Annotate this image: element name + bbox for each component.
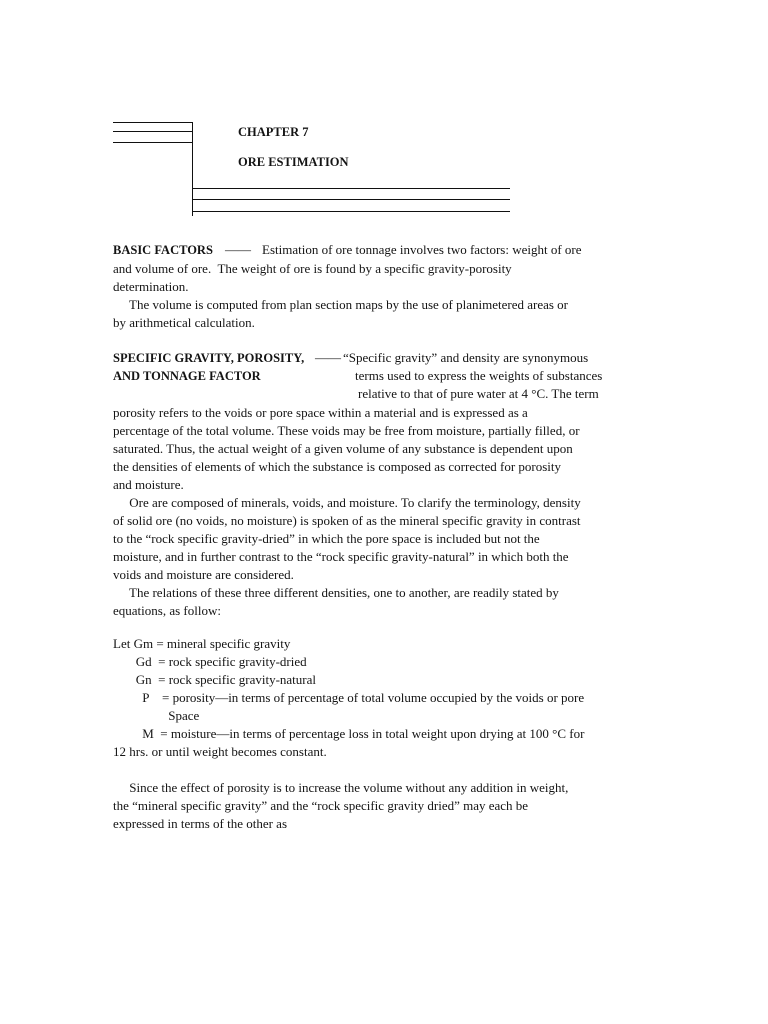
heading-rule-right-2: [192, 199, 510, 200]
chapter-number: CHAPTER 7: [238, 125, 309, 139]
basic-factors-body: [113, 260, 653, 332]
basic-factors-line-3: determination.: [113, 279, 189, 294]
definition-gd: Gd = rock specific gravity-dried: [113, 654, 307, 669]
basic-factors-line-4: The volume is computed from plan section maps by the use of planimetered areas or: [113, 297, 568, 312]
heading-rule-right-1: [192, 188, 510, 189]
sg-line-8: to the “rock specific gravity-dried” in which the pore space is included but not the: [113, 531, 540, 546]
basic-factors-dash: ——: [225, 242, 251, 257]
specific-gravity-side-line-1: “Specific gravity” and density are synonymous: [343, 350, 589, 365]
closing-paragraph: [113, 779, 653, 833]
sg-line-2: percentage of the total volume. These voids may be free from moisture, partially filled, or: [113, 423, 580, 438]
specific-gravity-dash: ——: [315, 350, 341, 365]
chapter-title: ORE ESTIMATION: [238, 155, 349, 169]
basic-factors-line-2: and volume of ore. The weight of ore is found by a specific gravity-porosity: [113, 261, 512, 276]
closing-line-3: expressed in terms of the other as: [113, 816, 288, 831]
sg-line-4: the densities of elements of which the substance is composed as corrected for porosity: [113, 459, 562, 474]
heading-rule-left-3: [113, 142, 193, 143]
definition-gn: Gn = rock specific gravity-natural: [113, 672, 316, 687]
definition-m-cont: 12 hrs. or until weight becomes constant.: [113, 744, 327, 759]
specific-gravity-heading-2: AND TONNAGE FACTOR: [113, 369, 261, 383]
heading-rule-right-3: [192, 211, 510, 212]
sg-line-5: and moisture.: [113, 477, 184, 492]
sg-line-3: saturated. Thus, the actual weight of a given volume of any substance is dependent upon: [113, 441, 573, 456]
sg-line-12: equations, as follow:: [113, 603, 221, 618]
sg-line-9: moisture, and in further contrast to the “rock specific gravity-natural” in which both the: [113, 549, 569, 564]
sg-line-6: Ore are composed of minerals, voids, and moisture. To clarify the terminology, density: [113, 495, 581, 510]
basic-factors-line-5: by arithmetical calculation.: [113, 315, 255, 330]
specific-gravity-side-line-2: terms used to express the weights of substances: [355, 368, 603, 383]
specific-gravity-body: [113, 404, 653, 620]
basic-factors-heading: BASIC FACTORS: [113, 243, 213, 257]
basic-factors-line-1: Estimation of ore tonnage involves two factors: weight of ore: [262, 242, 582, 257]
sg-line-11: The relations of these three different densities, one to another, are readily stated by: [113, 585, 559, 600]
specific-gravity-side-line-3: relative to that of pure water at 4 °C. The term: [358, 386, 599, 401]
specific-gravity-heading-1: SPECIFIC GRAVITY, POROSITY,: [113, 351, 305, 365]
heading-rule-left-1: [113, 122, 193, 123]
definitions-list: [113, 635, 653, 761]
sg-line-1: porosity refers to the voids or pore space within a material and is expressed as a: [113, 405, 528, 420]
closing-line-1: Since the effect of porosity is to increase the volume without any addition in weight,: [113, 780, 569, 795]
definition-p: P = porosity—in terms of percentage of total volume occupied by the voids or pore: [113, 690, 585, 705]
sg-line-10: voids and moisture are considered.: [113, 567, 294, 582]
closing-line-2: the “mineral specific gravity” and the “rock specific gravity dried” may each be: [113, 798, 529, 813]
definition-m: M = moisture—in terms of percentage loss in total weight upon drying at 100 °C for: [113, 726, 585, 741]
definition-p-cont: Space: [113, 708, 200, 723]
heading-rule-left-2: [113, 131, 193, 132]
heading-rule-vertical: [192, 122, 193, 216]
sg-line-7: of solid ore (no voids, no moisture) is spoken of as the mineral specific gravity in contrast: [113, 513, 581, 528]
definition-gm: Let Gm = mineral specific gravity: [113, 636, 291, 651]
